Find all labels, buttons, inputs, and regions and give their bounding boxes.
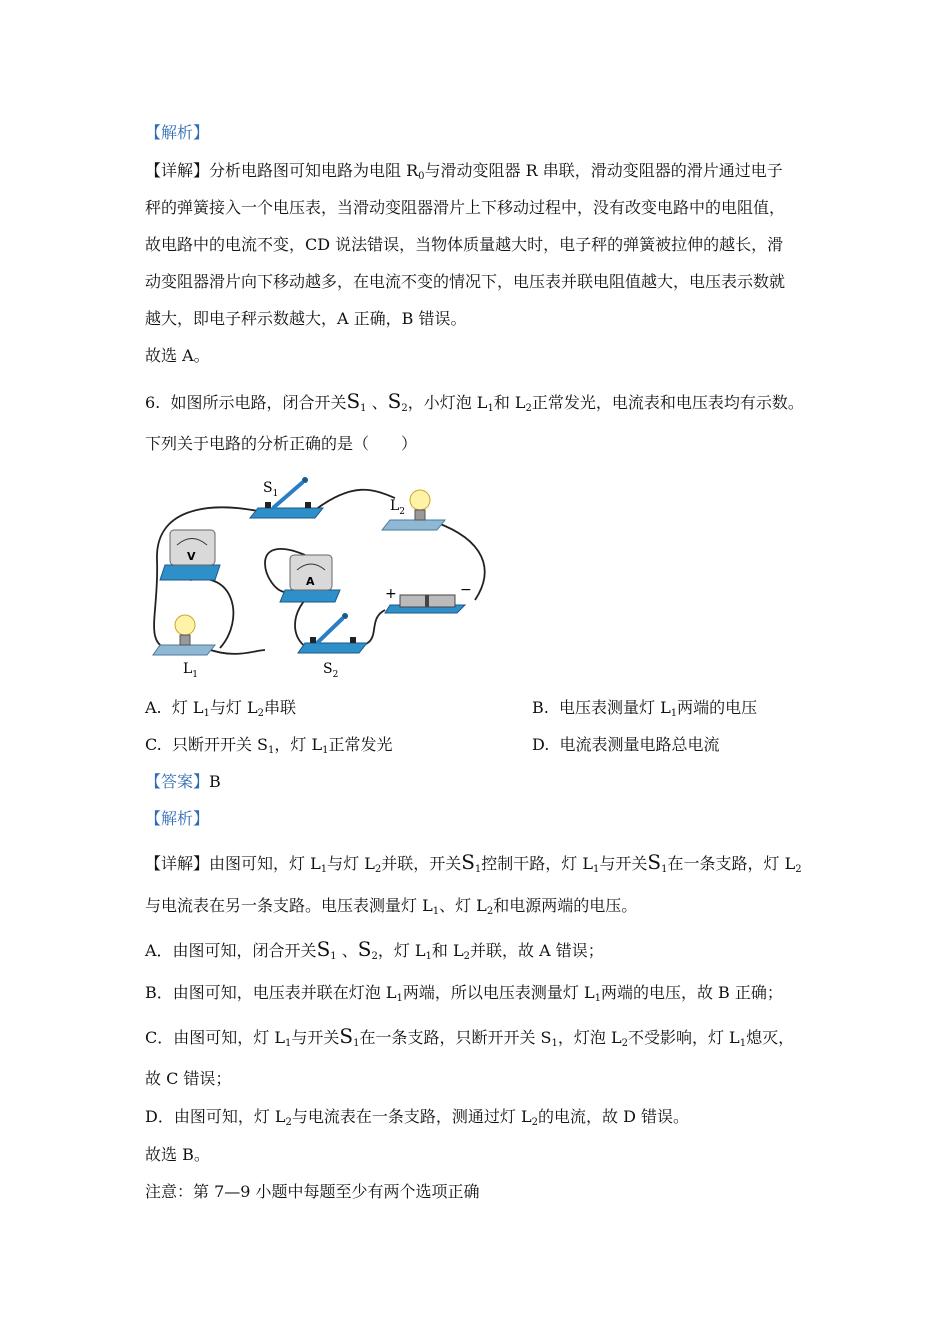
conclusion-text: 故选 A。 — [145, 346, 210, 365]
option-b: B. 电压表测量灯 $L_1$两端的电压 — [532, 698, 758, 719]
analysis-heading: 【解析】 — [145, 809, 210, 828]
label-s1: $S_1$ — [263, 480, 279, 499]
label-l2: $L_2$ — [390, 498, 406, 517]
answer-line: 【答案】B — [145, 772, 221, 791]
detail-option-c-line2: 故 C 错误； — [145, 1069, 232, 1088]
label-s2: $S_2$ — [323, 661, 339, 680]
detail-option-b: B．由图可知，电压表并联在灯泡 $L_1$两端，所以电压表测量灯 $L_1$两端的电压，故 B 正确； — [145, 983, 783, 1004]
detail-paragraph-line: 动变阻器滑片向下移动越多，在电流不变的情况下，电压表并联电阻值越大，电压表示数就 — [145, 272, 786, 291]
detail-option-d: D．由图可知，灯 $L_2$与电流表在一条支路，测通过灯 $L_2$的电流，故 D 错误。 — [145, 1107, 690, 1128]
detail-option-a: A．由图可知，闭合开关$S_1$ 、$S_2$，灯 $L_1$和 $L_2$并联，故 A 错误； — [145, 937, 604, 962]
detail-paragraph-line: 【详解】分析电路图可知电路为电阻 $R_0$与滑动变阻器 R 串联，滑动变阻器的滑片通过电子 — [145, 161, 783, 182]
detail-paragraph-line: 秤的弹簧接入一个电压表，当滑动变阻器滑片上下移动过程中，没有改变电路中的电阻值， — [145, 198, 786, 217]
option-c: C. 只断开开关 $S_1$，灯 $L_1$正常发光 — [145, 735, 393, 756]
ammeter-label: A — [306, 575, 315, 588]
detail-line-2: 与电流表在另一条支路。电压表测量灯 $L_1$、灯 $L_2$和电源两端的电压。 — [145, 896, 638, 917]
option-a: A. 灯 $L_1$与灯 $L_2$串联 — [145, 698, 297, 719]
switch-s2 — [298, 613, 367, 680]
circuit-diagram — [145, 470, 505, 685]
detail-paragraph-line: 越大，即电子秤示数越大，A 正确，B 错误。 — [145, 309, 467, 328]
ammeter — [280, 555, 340, 602]
question-stem: 6. 如图所示电路，闭合开关$S_1$ 、$S_2$，小灯泡 $L_1$和 $L_2$正常发光，电流表和电压表均有示数。 — [145, 389, 804, 414]
detail-paragraph-line: 故电路中的电流不变，CD 说法错误，当物体质量越大时，电子秤的弹簧被拉伸的越长，滑 — [145, 235, 784, 254]
option-d: D. 电流表测量电路总电流 — [532, 735, 720, 754]
detail-line-1: 【详解】由图可知，灯 $L_1$与灯 $L_2$并联，开关$S_1$控制干路，灯 $L_1$与开关$S_1$在一条支路，灯 $L_2$ — [145, 850, 802, 875]
analysis-heading: 【解析】 — [145, 123, 210, 142]
question-stem-line2: 下列关于电路的分析正确的是（ ） — [145, 434, 418, 453]
note-text: 注意：第 7—9 小题中每题至少有两个选项正确 — [145, 1182, 480, 1201]
detail-option-c: C．由图可知，灯 $L_1$与开关$S_1$在一条支路，只断开开关 $S_1$，灯泡 $L_2$不受影响，灯 $L_1$熄灭， — [145, 1024, 795, 1049]
conclusion-text: 故选 B。 — [145, 1145, 210, 1164]
battery-minus: − — [460, 582, 472, 598]
battery — [385, 582, 472, 613]
battery-plus: + — [385, 586, 397, 602]
voltmeter-label: V — [187, 550, 196, 563]
voltmeter — [160, 530, 220, 580]
switch-s1 — [250, 477, 323, 518]
label-l1: $L_1$ — [183, 661, 199, 680]
bulb-l1 — [153, 615, 215, 680]
